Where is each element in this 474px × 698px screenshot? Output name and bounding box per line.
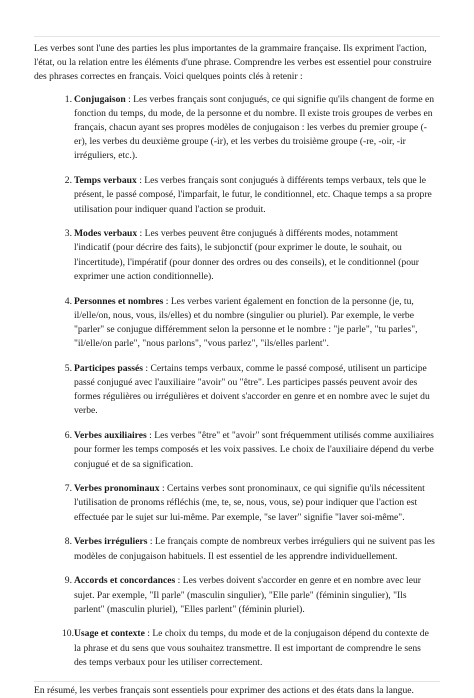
list-item: [34, 429, 440, 472]
item-text: : Les verbes français sont conjugués à différents temps verbaux, tels que le présent, le passé composé, l'imparfait, le futur, le conditionnel, etc. Chaque temps a sa propre utilisation pour indiquer quand l'action se produit.: [74, 175, 432, 215]
item-text: : Les verbes "être" et "avoir" sont fréquemment utilisés comme auxiliaires pour former les temps composés et les voix passives. Le choix de l'auxiliaire dépend du verbe conjugué et de sa signification.: [74, 430, 434, 470]
key-points-list: [34, 93, 440, 670]
item-text: : Les verbes doivent s'accorder en genre et en nombre avec leur sujet. Par exemple, "Il parle" (masculin singulier), "Elle parle" (féminin singulier), "Ils parlent" (masculin pluriel), "Elles parlent" (féminin pluriel).: [74, 575, 421, 615]
item-term: Usage et contexte: [74, 628, 145, 640]
item-number: 5.: [64, 362, 72, 374]
list-item: [34, 535, 440, 563]
list-item: [34, 227, 440, 284]
item-number: 4.: [64, 295, 72, 307]
item-number: 7.: [64, 483, 72, 495]
item-number: 2.: [64, 175, 72, 187]
item-text: : Les verbes varient également en fonction de la personne (je, tu, il/elle/on, nous, vous, ils/elles) et du nombre (singulier ou pluriel). Par exemple, le verbe "parler" se conjugue différemment selon la personne et le nombre : "je parle", "tu parles", "il/elle/on parle", "nous parlons", "vous parlez", "ils/elles parlent".: [74, 295, 418, 350]
conclusion-paragraph: En résumé, les verbes français sont essentiels pour exprimer des actions et des états dans la langue.: [34, 681, 440, 698]
item-term: Personnes et nombres: [74, 295, 164, 307]
item-term: Verbes irréguliers: [74, 536, 148, 548]
item-text: : Certains verbes sont pronominaux, ce qui signifie qu'ils nécessitent l'utilisation de pronoms réfléchis (me, te, se, nous, vous, se) pour indiquer que l'action est effectuée par le sujet sur lui-même. Par exemple, "se laver" signifie "laver soi-même".: [74, 483, 425, 523]
item-term: Modes verbaux: [74, 228, 138, 240]
intro-paragraph: Les verbes sont l'une des parties les plus importantes de la grammaire française. Ils expriment l'action, l'état, ou la relation entre les éléments d'une phrase. Comprendre les verbes est essentiel pour construire des phrases correctes en français. Voici quelques points clés à retenir :: [34, 36, 440, 85]
item-term: Conjugaison: [74, 93, 126, 105]
item-number: 8.: [64, 536, 72, 548]
item-number: 3.: [64, 228, 72, 240]
item-text: : Le français compte de nombreux verbes irréguliers qui ne suivent pas les modèles de conjugaison habituels. Il est essentiel de les apprendre individuellement.: [74, 536, 435, 562]
list-item: [34, 174, 440, 217]
item-number: 10.: [62, 628, 74, 640]
list-item: [34, 295, 440, 352]
item-term: Verbes pronominaux: [74, 483, 160, 495]
item-text: : Les verbes peuvent être conjugués à différents modes, notamment l'indicatif (pour décrire des faits), le subjonctif (pour exprimer le doute, le souhait, ou l'incertitude), l'impératif (pour donner des ordres ou des conseils), et le conditionnel (pour exprimer une action conditionnelle).: [74, 228, 420, 282]
item-number: 6.: [64, 430, 72, 442]
item-term: Verbes auxiliaires: [74, 430, 147, 442]
list-item: [34, 93, 440, 164]
list-item: [34, 627, 440, 670]
item-text: : Le choix du temps, du mode et de la conjugaison dépend du contexte de la phrase et du sens que vous souhaitez transmettre. Il est important de comprendre le sens des temps verbaux pour les utiliser correctement.: [74, 628, 429, 668]
item-term: Participes passés: [74, 362, 144, 374]
item-term: Temps verbaux: [74, 175, 137, 187]
item-term: Accords et concordances: [74, 575, 176, 587]
item-text: : Les verbes français sont conjugués, ce qui signifie qu'ils changent de forme en fonction du temps, du mode, de la personne et du nombre. Il existe trois groupes de verbes en français, chacun ayant ses propres modèles de conjugaison : les verbes du premier groupe (-er), les verbes du deuxième groupe (-ir), et les verbes du troisième groupe (-re, -oir, -ir irréguliers, etc.).: [74, 93, 435, 162]
item-number: 9.: [64, 575, 72, 587]
item-text: : Certains temps verbaux, comme le passé composé, utilisent un participe passé conjugué avec l'auxiliaire "avoir" ou "être". Les participes passés peuvent avoir des formes régulières ou irrégulières et doivent s'accorder en genre et en nombre avec le sujet du verbe.: [74, 362, 430, 417]
list-item: [34, 362, 440, 419]
list-item: [34, 482, 440, 525]
item-number: 1.: [64, 93, 72, 105]
list-item: [34, 574, 440, 617]
